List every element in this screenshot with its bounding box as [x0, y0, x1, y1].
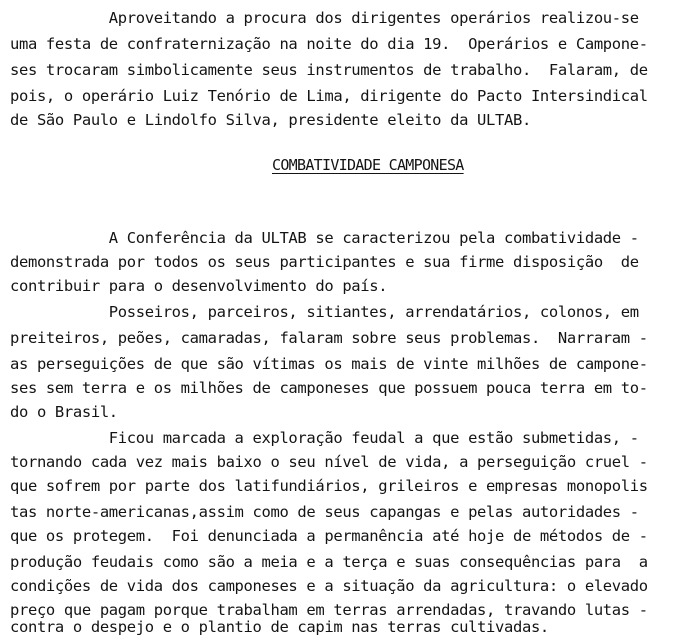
text-line: ses sem terra e os milhões de camponeses que possuem pouca terra em to-	[10, 379, 648, 397]
text-line: tornando cada vez mais baixo o seu nível de vida, a perseguição cruel -	[10, 453, 648, 471]
text-line: condições de vida dos camponeses e a situação da agricultura: o elevado	[10, 577, 648, 595]
text-line: A Conferência da ULTAB se caracterizou pela combatividade -	[10, 229, 639, 247]
text-line: demonstrada por todos os seus participantes e sua firme disposição de	[10, 253, 639, 271]
text-line: ses trocaram simbolicamente seus instrumentos de trabalho. Falaram, de	[10, 61, 648, 79]
text-line: que sofrem por parte dos latifundiários, grileiros e empresas monopolis	[10, 477, 648, 495]
section-heading: COMBATIVIDADE CAMPONESA	[272, 156, 464, 174]
text-line: Posseiros, parceiros, sitiantes, arrendatários, colonos, em	[10, 303, 639, 321]
text-line: uma festa de confraternização na noite do dia 19. Operários e Campone-	[10, 35, 648, 53]
text-line: as perseguições de que são vítimas os mais de vinte milhões de campone-	[10, 355, 648, 373]
text-line: contra o despejo e o plantio de capim nas terras cultivadas.	[10, 618, 549, 636]
text-line: pois, o operário Luiz Tenório de Lima, dirigente do Pacto Intersindical	[10, 87, 648, 105]
text-line: Ficou marcada a exploração feudal a que estão submetidas, -	[10, 429, 639, 447]
text-line: do o Brasil.	[10, 403, 118, 421]
text-line: de São Paulo e Lindolfo Silva, presidente eleito da ULTAB.	[10, 111, 531, 129]
text-line: contribuir para o desenvolvimento do país.	[10, 277, 388, 295]
text-line: preiteiros, peões, camaradas, falaram sobre seus problemas. Narraram -	[10, 329, 648, 347]
text-line: Aproveitando a procura dos dirigentes operários realizou-se	[10, 9, 639, 27]
text-line: produção feudais como são a meia e a terça e suas consequências para a	[10, 553, 648, 571]
text-line: que os protegem. Foi denunciada a permanência até hoje de métodos de -	[10, 527, 648, 545]
text-line: preço que pagam porque trabalham em terras arrendadas, travando lutas -	[10, 601, 648, 619]
text-line: tas norte-americanas,assim como de seus capangas e pelas autoridades -	[10, 503, 639, 521]
